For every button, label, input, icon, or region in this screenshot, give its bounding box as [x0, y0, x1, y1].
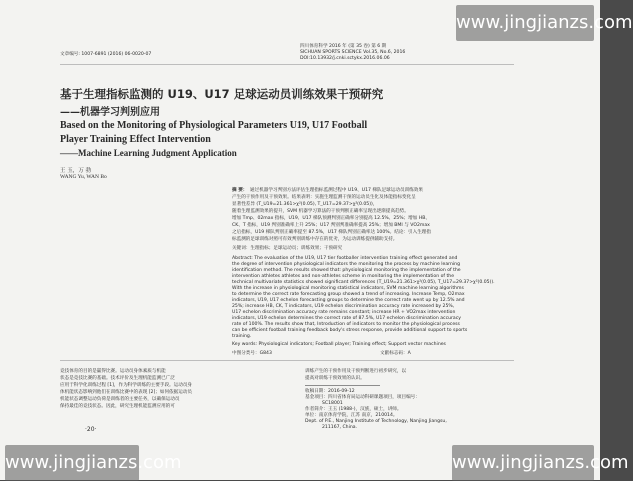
- abstract-cn-line: 随着生理监测效果的提升，SVM 机器学习算法的干预判断正确率呈现出逐渐提高趋势。: [232, 209, 409, 214]
- abstract-en-line: U17 echelon discrimination accuracy rate remains constant; increase HR + VO2max intervention: [232, 310, 456, 315]
- abstract-en-line: 25%; increase HB, CK, T indicators, U19 echelon discrimination accuracy rate increased by 25%,: [232, 304, 455, 309]
- abstract-cn-line: 通过机器学习判别方法评估生理指标监测过程中 U19、U17 梯队足球运动员训练效果: [250, 188, 423, 193]
- page-number: ·20·: [85, 426, 97, 433]
- abstract-en-line: indicators, U19 echelon determines the correct rate of 87.5%, U17 echelon discrimination accuracy: [232, 316, 461, 321]
- abstract-cn-label: 摘 要：: [232, 188, 248, 193]
- doi: DOI:10.13932/j.cnki.sctykx.2016.06.06: [300, 56, 390, 61]
- abstract-cn-line: CK、T 指标，U19 判别准确率上升 25%；U17 判别判准确率提高 25%；增加 BMI 与 VO2max: [232, 223, 430, 228]
- title-en-line-1: Based on the Monitoring of Physiological Parameters U19, U17 Football: [60, 120, 368, 131]
- article-number: 文章编号: 1007-6891 (2016) 06-0020-07: [60, 52, 152, 57]
- abstract-en-line: the degree of intervention physiological indicators the monitoring the process by machine learning: [232, 262, 461, 267]
- body-line: 训练产生的干预作用及干预判断进行初步研究，以: [305, 369, 407, 374]
- footnote-fund-number: SC18001: [322, 401, 343, 406]
- abstract-cn-line: 产生的干预作用及干预效果。结果表明：实施生理监测干预的运动员生化及体能指标变化呈: [232, 195, 416, 200]
- abstract-en-line: can be efficient football training feedback body's stress response, provide additional support to sports: [232, 328, 468, 333]
- abstract-cn-line: 标监测的足球训练对照可有效判别训练中存在的优劣，为运动训练提供辅助支持。: [232, 237, 398, 242]
- footnote-fund: 基金项目：四川省体育局运动科研课题项目，项目编号：: [305, 395, 420, 400]
- abstract-en-line: Abstract: The evaluation of the U19, U17 tier footballer intervention training effect generated and: [232, 256, 458, 261]
- footnote-affiliation: 211167, China.: [322, 425, 358, 430]
- body-line: 机能状态调整运动负荷是训练者的主要任务，以确保运动员: [60, 397, 180, 402]
- keywords-en: Key words: Physiological indicators; Football player; Training effect; Support vector machines: [232, 342, 446, 347]
- journal-info-cn: 四川体育科学 2016 年 (第 35 卷) 第 6 期: [300, 44, 387, 49]
- abstract-rule: [60, 360, 514, 361]
- journal-info-en: SICHUAN SPORTS SCIENCE Vol.35, No.6, 2016: [300, 50, 406, 55]
- subtitle-en: ——Machine Learning Judgment Application: [60, 148, 237, 158]
- abstract-cn-line: 增加 Tmp、02max 指标，U19、U17 梯队预测判别正确率分别提高 12.5%、25%；增加 HB、: [232, 216, 431, 221]
- abstract-en-line: training.: [232, 334, 252, 339]
- abstract-en-line: identification method. The results showed that: physiological monitoring the implementation of the: [232, 268, 461, 273]
- watermark-badge: www.jingjianzs.com: [5, 445, 139, 481]
- document-code: 文献标志码：A: [380, 351, 411, 356]
- body-line: 体机能状态影响到他们在训练比赛中的表现 [2]；如何依据运动员: [60, 390, 193, 395]
- body-line: 状态是竞技比赛的基础。技术评价及生理机能监测已广泛: [60, 376, 175, 381]
- body-line: 竞技体育的目的是赢得比赛。运动员身体素质与机能: [60, 369, 166, 374]
- abstract-en-line: intervention athletes athletes and non-athletes scheme in monitoring the implementation of the: [232, 274, 455, 279]
- body-line: 提高对训练干预效果的认识。: [305, 376, 365, 381]
- abstract-en-line: indicators, U19, U17 echelon forecasting groups to determine the correct rate went up by 12.5% and: [232, 298, 465, 303]
- abstract-en-line: technical multivariate statistics showed significant differences (T_U19=21.361>χ²(0.05), T_U17=29.37>χ²(0.05)).: [232, 280, 495, 285]
- header-rule: [60, 64, 514, 65]
- keywords-cn: 关键词：生理指标；足球运动员；训练效果；干预研究: [232, 246, 343, 251]
- footnote-author: 作者简介：王玉 (1988-)，汉族，硕士，讲师。: [305, 407, 402, 412]
- title-cn: 基于生理指标监测的 U19、U17 足球运动员训练效果干预研究: [60, 87, 384, 101]
- abstract-en-line: to determine the correct rate forecasting group showed a trend of increasing. Increase Temp, O2max: [232, 292, 465, 297]
- abstract-cn-line: 显著性差异 (T_U19=21.361>χ²(0.05), T_U17=29.37>χ²(0.05))，: [232, 202, 378, 207]
- title-en-line-2: Player Training Effect Intervention: [60, 134, 211, 145]
- footnote-affiliation: Dept. of P.E., Nanjing Institute of Technology, Nanjing Jiangsu,: [305, 419, 447, 424]
- subtitle-cn: ——机器学习判别应用: [60, 107, 160, 118]
- abstract-cn-line: 之后指标，U19 梯队判别正确率提至 87.5%，U17 梯队判别正确率达 100%。结论：引入生理指: [232, 230, 431, 235]
- watermark-badge: www.jingjianzs.com: [452, 445, 594, 481]
- body-line: 保持最佳的竞技状态。因此，研究生理机能监测应用的可: [60, 404, 175, 409]
- authors-en: WANG Yu, WAN Bo: [60, 174, 107, 180]
- body-line: 应用于科学化训练过程 [1]，作为科学训练的主要手段。运动员身: [60, 383, 193, 388]
- footnote-received: 收稿日期：2016-09-12: [305, 389, 355, 394]
- abstract-en-line: rate of 100%. The results show that, Introduction of indicators to monitor the physiological process: [232, 322, 460, 327]
- footnote-rule: [305, 385, 380, 386]
- watermark-badge: www.jingjianzs.com: [456, 5, 594, 41]
- clc-number: 中图分类号：G843: [232, 351, 272, 356]
- authors-cn: 王 玉，万 勃: [60, 168, 91, 174]
- abstract-en-line: With the increase in physiological monitoring statistical indicators, SVM machine learning algorithms: [232, 286, 464, 291]
- footnote-address: 单位：南京体育学院，江苏 南京，210014。: [305, 413, 398, 418]
